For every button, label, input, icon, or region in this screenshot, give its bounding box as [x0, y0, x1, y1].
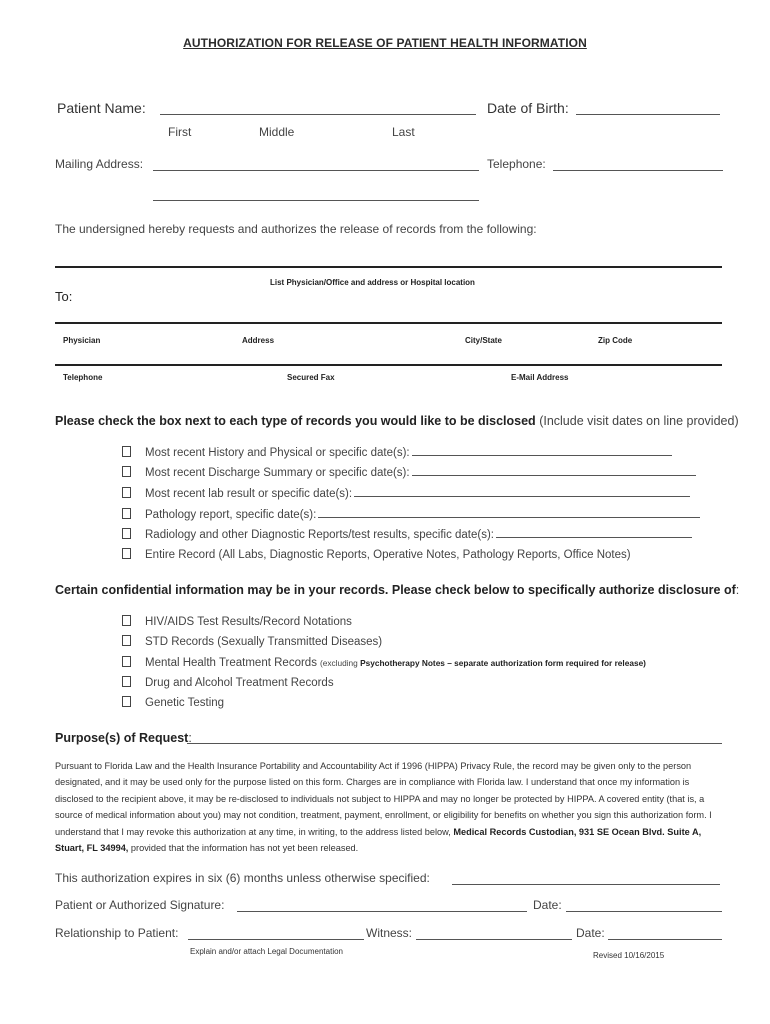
recipient-contact-field[interactable]	[55, 364, 722, 366]
secured-fax-caption: Secured Fax	[287, 373, 335, 382]
patient-name-field[interactable]	[160, 114, 476, 115]
confidential-heading-colon: :	[735, 583, 740, 597]
last-name-caption: Last	[392, 125, 415, 139]
legal-text-1: Pursuant to Florida Law and the Health Insurance Portability and Accountability Act if 1996 (HIPPA) Privacy Rule, the record may be given only to the person designated, and it may be used only for the purpose listed on this form. Charges are in compliance with Florida law. I understand that once my information is disclosed to the recipient above, it may be re-disclosed to individuals not subject to HIPPA and may no longer be protected by HIPPA. A covered entity (that is, a source of medical information about you) may not condition, treatment, payment, enrollment, or eligibility for benefits on whether you sign this authorization form. I understand that I may revoke this authorization at any time, in writing, to the address listed below,	[55, 761, 712, 837]
signature-label: Patient or Authorized Signature:	[55, 898, 225, 912]
patient-name-label: Patient Name:	[57, 100, 146, 116]
from-provider-field[interactable]	[55, 266, 722, 268]
record-checkbox[interactable]	[122, 466, 131, 477]
record-date-field[interactable]	[496, 537, 692, 538]
record-checkbox[interactable]	[122, 508, 131, 519]
confidential-heading-text: Certain confidential information may be in your records. Please check below to specifically authorize disclosure of	[55, 583, 736, 597]
records-heading	[55, 414, 739, 428]
from-provider-caption: List Physician/Office and address or Hospital location	[270, 278, 475, 287]
custodian-address: Medical Records Custodian, 931 SE Ocean Blvd. Suite A, Stuart, FL 34994,	[55, 826, 702, 854]
record-label: Radiology and other Diagnostic Reports/test results, specific date(s):	[145, 529, 494, 541]
record-checkbox[interactable]	[122, 487, 131, 498]
confidential-option	[122, 696, 224, 709]
mailing-address-label: Mailing Address:	[55, 157, 144, 171]
mailing-address-field[interactable]	[153, 170, 479, 171]
legal-text-2: provided that the information has not yet been released.	[128, 843, 359, 854]
confidential-checkbox[interactable]	[122, 696, 131, 707]
form-title: AUTHORIZATION FOR RELEASE OF PATIENT HEALTH INFORMATION	[183, 36, 587, 50]
dob-label: Date of Birth:	[487, 100, 569, 116]
record-checkbox[interactable]	[122, 528, 131, 539]
telephone-label: Telephone:	[487, 157, 546, 171]
signature-date-label: Date:	[533, 898, 562, 912]
recipient-field[interactable]	[55, 322, 722, 324]
request-statement: The undersigned hereby requests and authorizes the release of records from the following:	[55, 222, 537, 236]
record-option	[122, 466, 696, 479]
legal-paragraph	[55, 758, 725, 856]
mental-note-prefix: (excluding	[319, 658, 361, 668]
address-caption: Address	[242, 336, 275, 345]
confidential-label: HIV/AIDS Test Results/Record Notations	[145, 616, 352, 628]
dob-field[interactable]	[576, 114, 720, 115]
records-heading-note: (Include visit dates on line provided)	[539, 414, 739, 428]
record-option	[122, 548, 631, 561]
witness-date-label: Date:	[576, 926, 605, 940]
record-label: Entire Record (All Labs, Diagnostic Reports, Operative Notes, Pathology Reports, Office Notes)	[145, 549, 631, 561]
record-checkbox[interactable]	[122, 446, 131, 457]
confidential-checkbox[interactable]	[122, 676, 131, 687]
confidential-label: Mental Health Treatment Records	[145, 657, 317, 669]
record-option	[122, 487, 690, 500]
confidential-option	[122, 656, 646, 669]
record-date-field[interactable]	[412, 455, 672, 456]
mental-health-note	[320, 658, 646, 668]
telephone-field[interactable]	[553, 170, 723, 171]
record-checkbox[interactable]	[122, 548, 131, 559]
expiration-label: This authorization expires in six (6) months unless otherwise specified:	[55, 871, 430, 885]
purpose-heading	[55, 731, 192, 745]
records-heading-bold: Please check the box next to each type of records you would like to be disclosed	[55, 414, 536, 428]
purpose-field[interactable]	[187, 743, 722, 744]
relationship-field[interactable]	[188, 939, 364, 940]
zip-code-caption: Zip Code	[598, 336, 633, 345]
record-label: Most recent History and Physical or specific date(s):	[145, 447, 410, 459]
city-state-caption: City/State	[465, 336, 502, 345]
relationship-label: Relationship to Patient:	[55, 926, 179, 940]
confidential-option	[122, 635, 382, 648]
mental-note-bold: Psychotherapy Notes – separate authorization form required for release)	[360, 658, 646, 668]
confidential-option	[122, 615, 352, 628]
confidential-label: STD Records (Sexually Transmitted Diseases)	[145, 636, 383, 648]
record-date-field[interactable]	[318, 517, 700, 518]
middle-name-caption: Middle	[259, 125, 295, 139]
confidential-checkbox[interactable]	[122, 656, 131, 667]
physician-caption: Physician	[63, 336, 101, 345]
revised-date: Revised 10/16/2015	[593, 951, 665, 960]
confidential-option	[122, 676, 334, 689]
record-date-field[interactable]	[412, 475, 696, 476]
record-label: Most recent lab result or specific date(s):	[145, 488, 353, 500]
record-date-field[interactable]	[354, 496, 690, 497]
confidential-checkbox[interactable]	[122, 615, 131, 626]
witness-label: Witness:	[366, 926, 413, 940]
recipient-telephone-caption: Telephone	[63, 373, 103, 382]
record-option	[122, 446, 672, 459]
record-option	[122, 508, 700, 521]
record-label: Most recent Discharge Summary or specific date(s):	[145, 467, 410, 479]
purpose-label: Purpose(s) of Request	[55, 731, 189, 745]
to-label: To:	[55, 289, 73, 304]
purpose-colon: :	[188, 731, 192, 745]
first-name-caption: First	[168, 125, 192, 139]
confidential-label: Drug and Alcohol Treatment Records	[145, 677, 334, 689]
confidential-label: Genetic Testing	[145, 697, 225, 709]
email-caption: E-Mail Address	[511, 373, 569, 382]
witness-date-field[interactable]	[608, 939, 722, 940]
record-label: Pathology report, specific date(s):	[145, 509, 317, 521]
signature-field[interactable]	[237, 911, 527, 912]
witness-field[interactable]	[416, 939, 572, 940]
confidential-checkbox[interactable]	[122, 635, 131, 646]
record-option	[122, 528, 692, 541]
mailing-address-field-line2[interactable]	[153, 200, 479, 201]
expiration-field[interactable]	[452, 884, 720, 885]
signature-date-field[interactable]	[566, 911, 722, 912]
confidential-heading	[55, 583, 739, 597]
relationship-caption: Explain and/or attach Legal Documentation	[190, 947, 343, 956]
